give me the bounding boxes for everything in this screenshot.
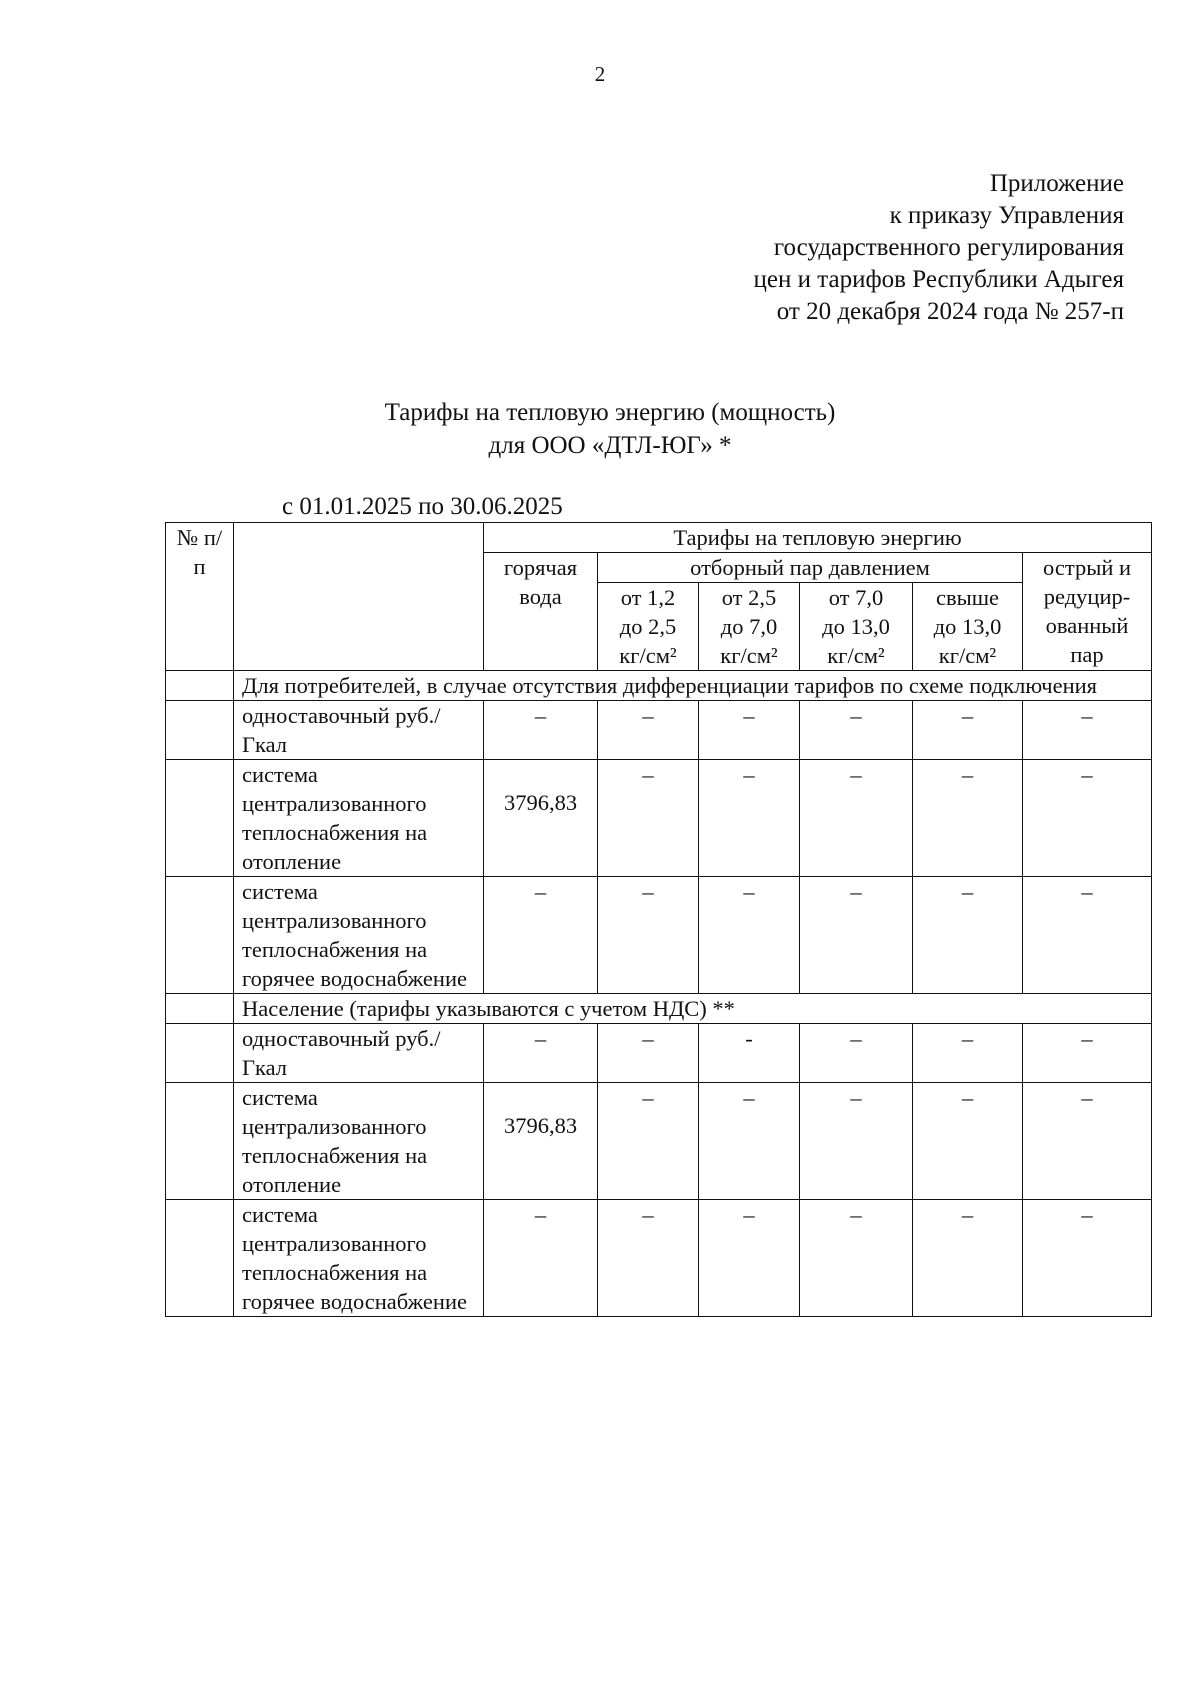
appendix-line: от 20 декабря 2024 года № 257-п	[776, 298, 1124, 325]
table-row	[166, 1200, 1152, 1317]
appendix-line: государственного регулирования	[773, 234, 1124, 261]
section-title: Для потребителей, в случае отсутствия дифференциации тарифов по схеме подключения	[234, 671, 1152, 701]
cell-value: –	[913, 1083, 1023, 1200]
table-row	[166, 701, 1152, 760]
cell-value: –	[913, 701, 1023, 760]
row-num-blank	[166, 701, 234, 760]
pressure-from: от 2,5	[721, 585, 777, 610]
row-num-blank	[166, 760, 234, 877]
cell-value: –	[598, 1083, 699, 1200]
cell-value: –	[1023, 1024, 1152, 1083]
cell-value: –	[699, 877, 800, 994]
cell-value: -	[699, 1024, 800, 1083]
cell-value: –	[598, 1200, 699, 1317]
header-num: № п/п	[166, 523, 234, 671]
table-row	[166, 877, 1152, 994]
cell-value: –	[1023, 760, 1152, 877]
title-line: для ООО «ДТЛ-ЮГ» *	[488, 432, 732, 459]
row-name: одноставочный руб./Гкал	[234, 701, 484, 760]
header-steam-group: отборный пар давлением	[598, 553, 1023, 583]
header-tariffs-group: Тарифы на тепловую энергию	[484, 523, 1152, 553]
cell-value: –	[800, 1083, 913, 1200]
tariff-table	[165, 522, 1152, 1317]
pressure-unit: кг/см²	[619, 643, 677, 668]
pressure-from: от 7,0	[828, 585, 884, 610]
cell-value: 3796,83	[484, 1083, 598, 1200]
section-row	[166, 671, 1152, 701]
section-title: Население (тарифы указываются с учетом НДС) **	[234, 994, 1152, 1024]
row-name: система централизованного теплоснабжения на отопление	[234, 1083, 484, 1200]
cell-value: –	[1023, 1083, 1152, 1200]
cell-value: 3796,83	[484, 760, 598, 877]
pressure-unit: кг/см²	[720, 643, 778, 668]
title-line: Тарифы на тепловую энергию (мощность)	[384, 399, 836, 426]
cell-value: –	[598, 760, 699, 877]
pressure-unit: кг/см²	[827, 643, 885, 668]
cell-value: –	[699, 701, 800, 760]
cell-value: –	[484, 877, 598, 994]
table-row	[166, 1024, 1152, 1083]
cell-value: –	[913, 877, 1023, 994]
cell-value: –	[1023, 877, 1152, 994]
cell-value: –	[1023, 1200, 1152, 1317]
cell-value: –	[800, 760, 913, 877]
appendix-reference	[754, 168, 1124, 328]
row-name: система централизованного теплоснабжения на горячее водоснабжение	[234, 877, 484, 994]
header-pressure	[598, 583, 699, 671]
row-num-blank	[166, 877, 234, 994]
pressure-to: до 13,0	[822, 614, 890, 639]
row-name: система централизованного теплоснабжения на горячее водоснабжение	[234, 1200, 484, 1317]
tariff-period: с 01.01.2025 по 30.06.2025	[282, 493, 563, 520]
row-num-blank	[166, 1200, 234, 1317]
cell-value: –	[913, 1200, 1023, 1317]
document-title	[330, 396, 890, 462]
section-num-blank	[166, 994, 234, 1024]
row-name: одноставочный руб./Гкал	[234, 1024, 484, 1083]
cell-value: –	[913, 760, 1023, 877]
header-pressure	[913, 583, 1023, 671]
header-row	[166, 523, 1152, 553]
cell-value: –	[913, 1024, 1023, 1083]
header-sharp-steam: острый и редуцир-ованный пар	[1023, 553, 1152, 671]
appendix-line: Приложение	[989, 170, 1124, 197]
cell-value: –	[699, 1083, 800, 1200]
cell-value: –	[598, 877, 699, 994]
cell-value: –	[484, 1024, 598, 1083]
cell-value: –	[598, 1024, 699, 1083]
pressure-to: до 13,0	[933, 614, 1002, 639]
cell-value: –	[484, 701, 598, 760]
cell-value: –	[800, 1200, 913, 1317]
table-row	[166, 760, 1152, 877]
section-num-blank	[166, 671, 234, 701]
cell-value: –	[800, 701, 913, 760]
pressure-to: до 7,0	[720, 614, 778, 639]
section-row	[166, 994, 1152, 1024]
cell-value: –	[699, 760, 800, 877]
cell-value: –	[598, 701, 699, 760]
row-num-blank	[166, 1024, 234, 1083]
header-pressure	[800, 583, 913, 671]
cell-value: –	[800, 1024, 913, 1083]
table-row	[166, 1083, 1152, 1200]
header-pressure	[699, 583, 800, 671]
appendix-line: к приказу Управления	[889, 202, 1124, 229]
page-number: 2	[594, 62, 606, 86]
pressure-unit: кг/см²	[938, 643, 997, 668]
cell-value: –	[1023, 701, 1152, 760]
header-hot-water: горячая вода	[484, 553, 598, 671]
row-name: система централизованного теплоснабжения на отопление	[234, 760, 484, 877]
row-num-blank	[166, 1083, 234, 1200]
pressure-from: от 1,2	[620, 585, 676, 610]
header-name-blank	[234, 523, 484, 671]
appendix-line: цен и тарифов Республики Адыгея	[753, 266, 1124, 293]
pressure-from: свыше	[935, 585, 1000, 610]
cell-value: –	[484, 1200, 598, 1317]
pressure-to: до 2,5	[619, 614, 677, 639]
cell-value: –	[699, 1200, 800, 1317]
cell-value: –	[800, 877, 913, 994]
